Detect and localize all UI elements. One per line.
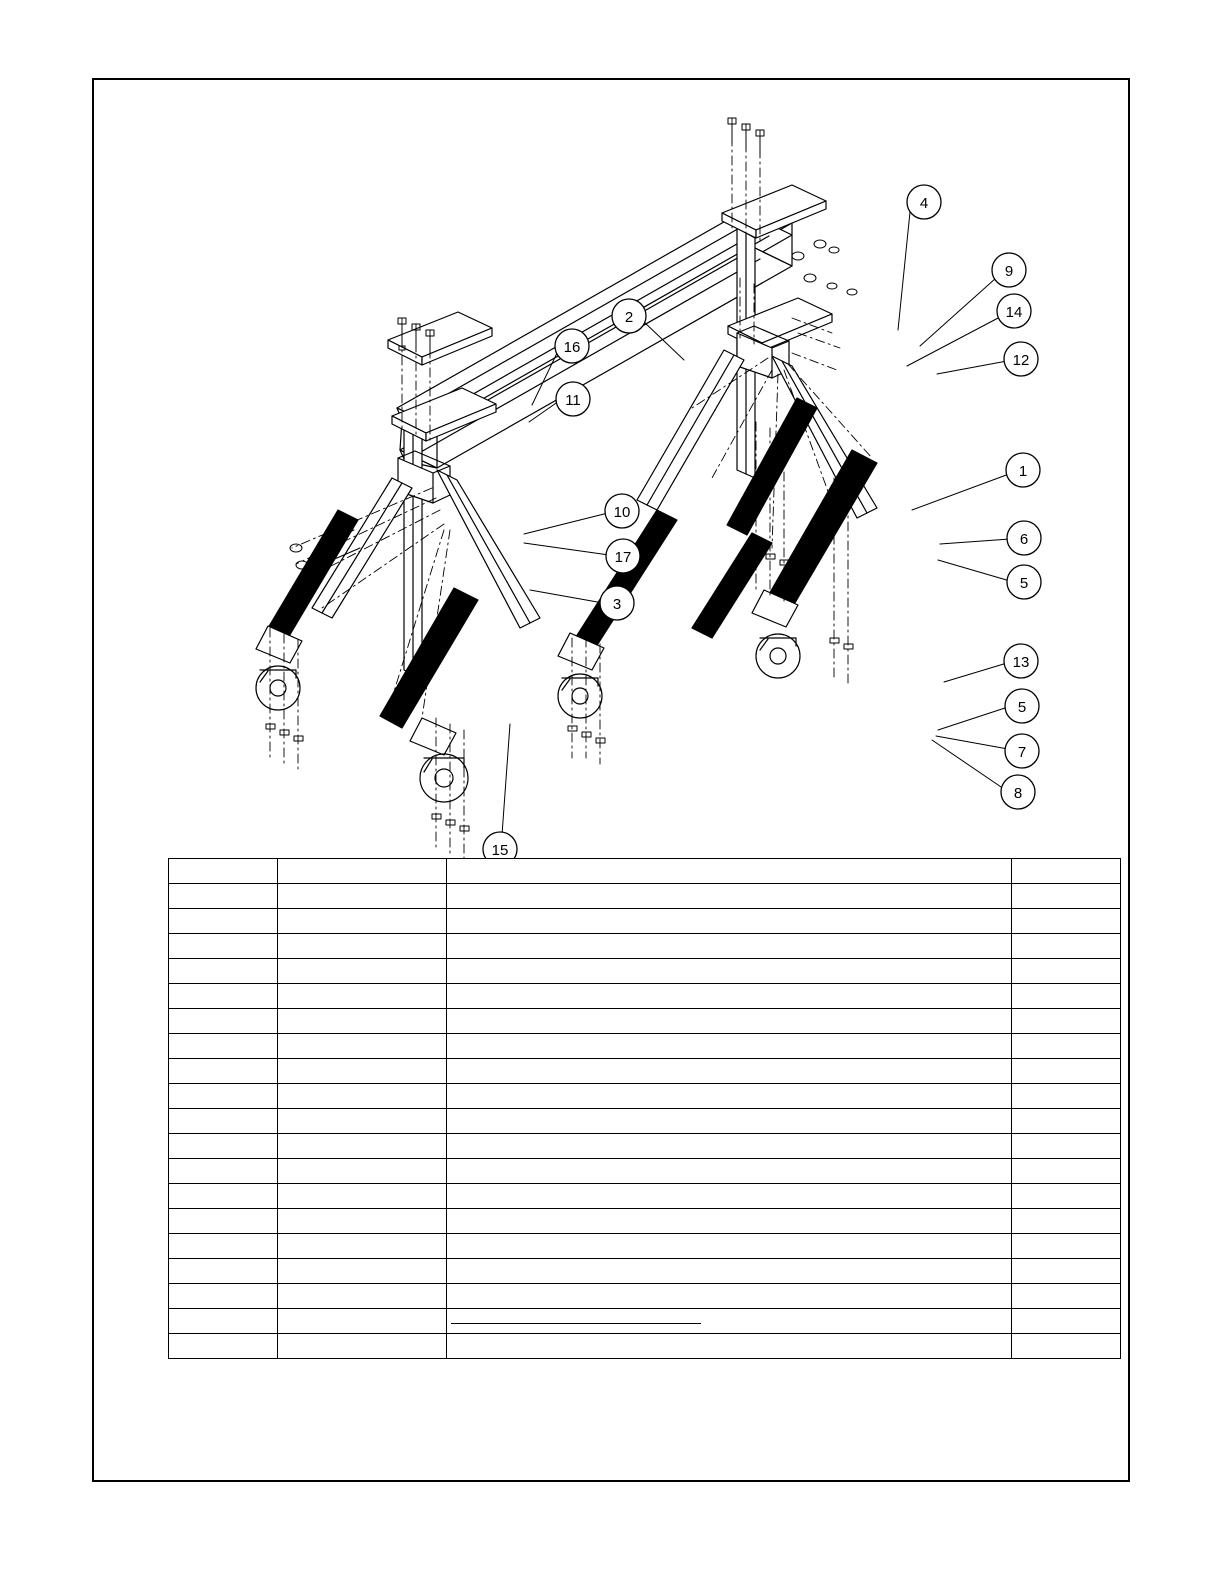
cell-description [447,1334,1012,1359]
parts-list-table [168,858,1121,1359]
cell-part [278,1159,447,1184]
cell-description [447,859,1012,884]
cell-part [278,884,447,909]
cell-description [447,909,1012,934]
cell-item [169,1184,278,1209]
cell-description [447,1134,1012,1159]
cell-item [169,1209,278,1234]
cell-description [447,1209,1012,1234]
balloon-4 [907,185,941,219]
balloon-9 [992,253,1026,287]
cell-description [447,1159,1012,1184]
cell-item [169,1334,278,1359]
cell-qty [1012,984,1121,1009]
balloon-label: 15 [491,842,509,858]
balloon-label: 12 [1012,352,1030,369]
cell-description [447,1234,1012,1259]
cell-part [278,934,447,959]
table-row [169,909,1121,934]
balloon-label: 4 [919,195,929,212]
cell-description [447,1084,1012,1109]
balloon-label: 17 [614,549,632,566]
balloon-8 [1001,775,1035,809]
caster-left-far [558,674,602,718]
table-row [169,859,1121,884]
caster-left-near [256,666,300,710]
cell-description [447,884,1012,909]
cell-part [278,1234,447,1259]
cell-part [278,909,447,934]
cell-part [278,1109,447,1134]
exploded-view-drawing [92,78,1130,858]
table-row [169,1109,1121,1134]
table-row-tall [169,1259,1121,1284]
balloon-5-lower [1005,689,1039,723]
cell-qty [1012,1084,1121,1109]
table-row [169,959,1121,984]
balloon-label: 16 [563,339,581,356]
table-row [169,1084,1121,1109]
cell-part [278,959,447,984]
balloon-5-upper [1007,565,1041,599]
cell-description [447,984,1012,1009]
cell-item [169,859,278,884]
parts-list-body [169,859,1121,1359]
balloon-11 [556,382,590,416]
cell-qty [1012,1034,1121,1059]
table-row [169,1334,1121,1359]
cell-part [278,859,447,884]
cell-qty [1012,959,1121,984]
table-row [169,884,1121,909]
balloon-6 [1007,521,1041,555]
note-heading [451,1322,701,1324]
cell-qty [1012,1184,1121,1209]
caster-right-near [420,754,468,802]
balloon-1 [1006,453,1040,487]
table-row [169,1284,1121,1309]
cell-part [278,1284,447,1309]
cell-part [278,1209,447,1234]
cell-part [278,1034,447,1059]
cell-description [447,1259,1012,1284]
cell-qty [1012,1309,1121,1334]
cell-qty [1012,1209,1121,1234]
cell-part [278,984,447,1009]
cell-part [278,1084,447,1109]
balloon-2 [612,299,646,333]
table-row [169,1159,1121,1184]
cell-qty [1012,884,1121,909]
cell-description [447,1059,1012,1084]
balloon-label: 1 [1018,463,1028,480]
cell-item [169,1034,278,1059]
cell-qty [1012,1009,1121,1034]
cell-item [169,1284,278,1309]
cell-part [278,1334,447,1359]
cell-qty [1012,1159,1121,1184]
cell-qty [1012,1059,1121,1084]
balloon-16 [555,329,589,363]
cell-part [278,1184,447,1209]
cell-item [169,984,278,1009]
cell-item [169,1084,278,1109]
balloon-label: 8 [1013,785,1023,802]
table-row [169,1034,1121,1059]
cell-part [278,1309,447,1334]
cell-item [169,1159,278,1184]
cell-description [447,959,1012,984]
cell-item [169,1059,278,1084]
balloon-label: 7 [1017,744,1027,761]
table-row-note [169,1309,1121,1334]
cell-qty [1012,1234,1121,1259]
cell-description [447,1284,1012,1309]
cell-item [169,1259,278,1284]
table-row [169,934,1121,959]
cell-qty [1012,1334,1121,1359]
balloon-label: 10 [613,504,631,521]
cell-part [278,1134,447,1159]
cell-part [278,1059,447,1084]
cell-item [169,1109,278,1134]
cell-part [278,1259,447,1284]
cell-description [447,1109,1012,1134]
table-row [169,1184,1121,1209]
balloon-label: 2 [624,309,634,326]
balloon-15 [483,832,517,858]
balloon-label: 11 [565,392,581,409]
balloon-17 [606,539,640,573]
table-row [169,1134,1121,1159]
cell-qty [1012,909,1121,934]
cell-description [447,1184,1012,1209]
table-row [169,1209,1121,1234]
caster-right-far [756,634,800,678]
note-text-block [451,1314,1007,1329]
balloon-12 [1004,342,1038,376]
cell-qty [1012,1259,1121,1284]
balloon-label: 9 [1004,263,1014,280]
cell-part [278,1009,447,1034]
cell-qty [1012,1134,1121,1159]
balloon-label: 13 [1012,654,1030,671]
cell-qty [1012,859,1121,884]
balloon-14 [997,294,1031,328]
balloon-label: 6 [1019,531,1029,548]
cell-description [447,1009,1012,1034]
cell-item [169,1009,278,1034]
cell-item [169,1134,278,1159]
cell-item [169,959,278,984]
balloon-13 [1004,644,1038,678]
balloon-3 [600,586,634,620]
balloon-7 [1005,734,1039,768]
cell-item [169,884,278,909]
cell-item [169,1309,278,1334]
cell-item [169,909,278,934]
cell-qty [1012,1284,1121,1309]
cell-qty [1012,934,1121,959]
cell-qty [1012,1109,1121,1134]
table-row [169,1009,1121,1034]
balloon-label: 5 [1019,575,1029,592]
balloon-label: 3 [612,596,622,613]
cell-description [447,934,1012,959]
table-row [169,1234,1121,1259]
balloon-10 [605,494,639,528]
cell-item [169,1234,278,1259]
cell-description [447,1034,1012,1059]
balloon-label: 5 [1017,699,1027,716]
cell-item [169,934,278,959]
cell-note [447,1309,1012,1334]
table-row [169,1059,1121,1084]
balloon-label: 14 [1005,304,1023,321]
table-row [169,984,1121,1009]
